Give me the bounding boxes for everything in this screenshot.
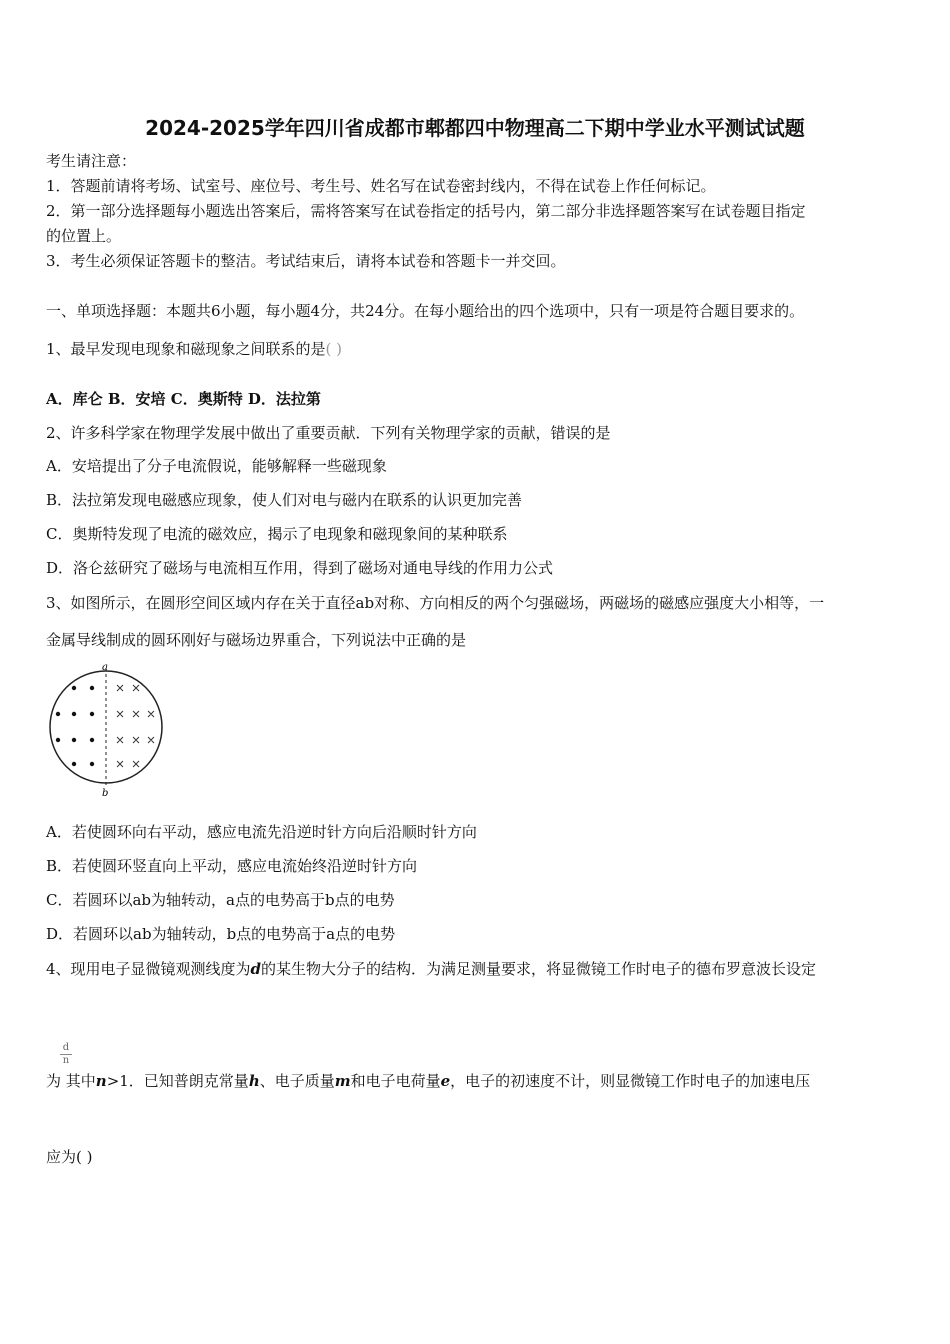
- answer-paren: ( ): [325, 340, 343, 358]
- label-a: a: [102, 662, 108, 673]
- notice-item-2: 2．第一部分选择题每小题选出答案后，需将答案写在试卷指定的括号内，第二部分非选择题答案写在试卷题目指定: [46, 202, 806, 220]
- question-2-option-b: B．法拉第发现电磁感应现象，使人们对电与磁内在联系的认识更加完善: [46, 491, 523, 509]
- var-e: e: [440, 1072, 451, 1090]
- var-n: n: [95, 1072, 107, 1090]
- var-h: h: [248, 1072, 260, 1090]
- section-heading: 一、单项选择题：本题共6小题，每小题4分，共24分。在每小题给出的四个选项中，只有一项是符合题目要求的。: [46, 302, 805, 320]
- question-2-option-a: A．安培提出了分子电流假说，能够解释一些磁现象: [46, 457, 387, 475]
- question-2-stem: 2、许多科学家在物理学发展中做出了重要贡献．下列有关物理学家的贡献，错误的是: [46, 424, 611, 442]
- question-2-option-c: C．奥斯特发现了电流的磁效应，揭示了电现象和磁现象间的某种联系: [46, 525, 508, 543]
- question-3-option-b: B．若使圆环竖直向上平动，感应电流始终沿逆时针方向: [46, 857, 418, 875]
- page-title: 2024-2025学年四川省成都市郫都四中物理高二下期中学业水平测试试题: [145, 116, 805, 140]
- var-m: m: [334, 1072, 351, 1090]
- field-out-of-page-dots: [56, 686, 94, 766]
- question-4-line2: 为 其中n>1．已知普朗克常量h、电子质量m和电子电荷量e，电子的初速度不计，则显微镜工作时电子的加速电压: [46, 1072, 811, 1090]
- question-3-stem-line2: 金属导线制成的圆环刚好与磁场边界重合，下列说法中正确的是: [46, 631, 467, 649]
- notice-item-3: 3．考生必须保证答题卡的整洁。考试结束后，请将本试卷和答题卡一并交回。: [46, 252, 566, 270]
- question-4-line3: 应为( ): [46, 1148, 93, 1166]
- question-1-options: A．库仑 B．安培 C．奥斯特 D．法拉第: [46, 390, 321, 408]
- question-3-stem-line1: 3、如图所示，在圆形空间区域内存在关于直径ab对称、方向相反的两个匀强磁场，两磁场的磁感应强度大小相等，一: [46, 594, 825, 612]
- notice-item-2-cont: 的位置上。: [46, 227, 122, 245]
- notice-heading: 考生请注意：: [46, 152, 137, 170]
- fraction-d-over-n: [60, 1042, 72, 1067]
- question-1-stem: [46, 339, 342, 359]
- fraction-numerator: d: [62, 1042, 70, 1053]
- notice-item-1: 1．答题前请将考场、试室号、座位号、考生号、姓名写在试卷密封线内，不得在试卷上作任何标记。: [46, 177, 716, 195]
- magnetic-field-figure: [44, 660, 169, 800]
- question-3-option-c: C．若圆环以ab为轴转动，a点的电势高于b点的电势: [46, 891, 395, 909]
- question-2-option-d: D．洛仑兹研究了磁场与电流相互作用，得到了磁场对通电导线的作用力公式: [46, 559, 554, 577]
- question-3-option-a: A．若使圆环向右平动，感应电流先沿逆时针方向后沿顺时针方向: [46, 823, 477, 841]
- question-1-text: 1、最早发现电现象和磁现象之间联系的是: [46, 340, 326, 358]
- field-into-page-crosses: [117, 685, 154, 767]
- var-d: d: [250, 960, 262, 978]
- question-4-line1: 4、现用电子显微镜观测线度为d的某生物大分子的结构．为满足测量要求，将显微镜工作时电子的德布罗意波长设定: [46, 960, 817, 978]
- question-3-option-d: D．若圆环以ab为轴转动，b点的电势高于a点的电势: [46, 925, 396, 943]
- fraction-denominator: n: [60, 1054, 72, 1067]
- label-b: b: [102, 788, 109, 799]
